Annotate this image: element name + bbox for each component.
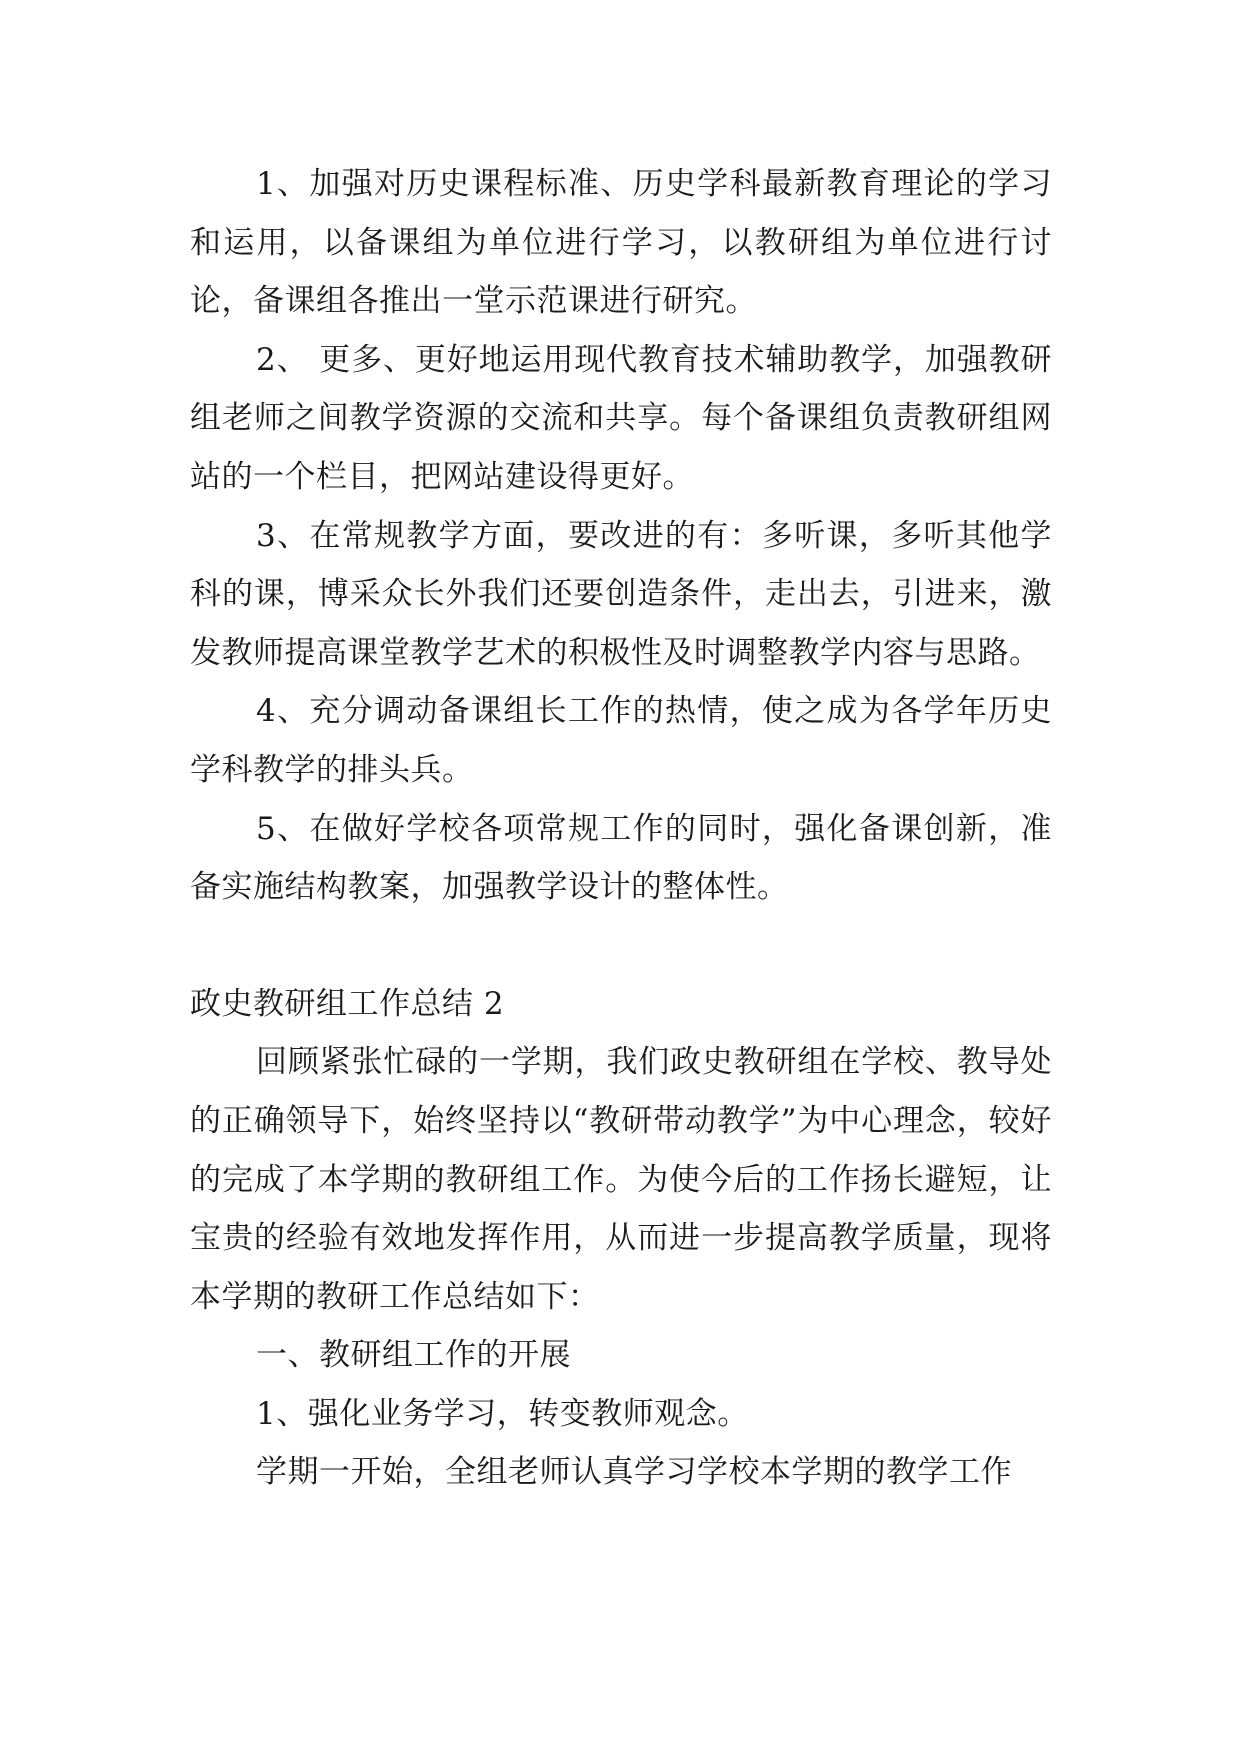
body-paragraph: 学期一开始，全组老师认真学习学校本学期的教学工作 (256, 1454, 1012, 1491)
list-item-2: 2、 更多、更好地运用现代教育技术辅助教学，加强教研组老师之间教学资源的交流和共享。每个备课组负责教研组网站的一个栏目，把网站建设得更好。 (190, 341, 1052, 495)
section-title: 政史教研组工作总结 2 (190, 985, 505, 1022)
list-item-1: 1、加强对历史课程标准、历史学科最新教育理论的学习和运用，以备课组为单位进行学习，以教研组为单位进行讨论，备课组各推出一堂示范课进行研究。 (190, 166, 1052, 320)
list-item-3: 3、在常规教学方面，要改进的有：多听课，多听其他学科的课，博采众长外我们还要创造条件，走出去，引进来，激发教师提高课堂教学艺术的积极性及时调整教学内容与思路。 (190, 517, 1052, 671)
section-heading: 一、教研组工作的开展 (256, 1337, 571, 1374)
document-body (190, 155, 1052, 1502)
list-item-4: 4、充分调动备课组长工作的热情，使之成为各学年历史学科教学的排头兵。 (190, 693, 1052, 788)
list-item-5: 5、在做好学校各项常规工作的同时，强化备课创新，准备实施结构教案，加强教学设计的整体性。 (190, 810, 1052, 906)
sub-heading: 1、强化业务学习，转变教师观念。 (256, 1395, 749, 1432)
intro-paragraph: 回顾紧张忙碌的一学期，我们政史教研组在学校、教导处的正确领导下，始终坚持以“教研带动教学”为中心理念，较好的完成了本学期的教研组工作。为使今后的工作扬长避短，让宝贵的经验有效地发挥作用，从而进一步提高教学质量，现将本学期的教研工作总结如下： (190, 1044, 1052, 1315)
section-gap (190, 917, 1052, 975)
